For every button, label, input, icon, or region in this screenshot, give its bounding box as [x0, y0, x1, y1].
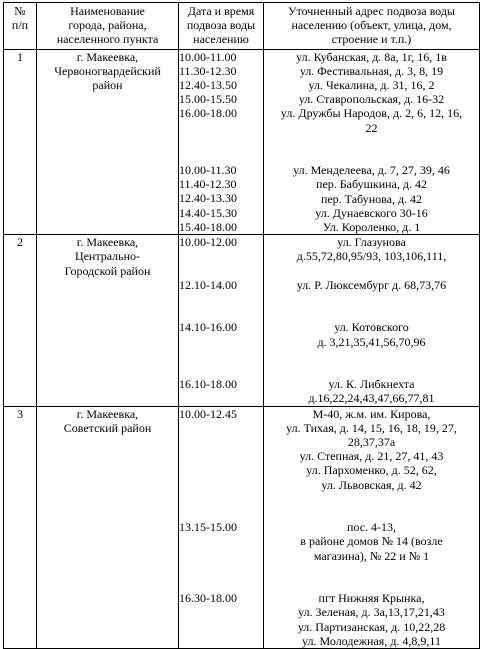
spacer: [179, 492, 263, 506]
spacer: [179, 249, 263, 263]
delivery-time: 13.15-15.00: [179, 520, 237, 535]
delivery-time: 14.40-15.30: [179, 205, 237, 220]
spacer: [179, 534, 263, 548]
district-name-line: Центрально-: [74, 249, 141, 264]
spacer: [179, 548, 263, 562]
spacer: [179, 435, 263, 449]
spacer: [179, 563, 263, 577]
spacer: [179, 577, 263, 591]
delivery-time-cell: [179, 235, 264, 406]
spacer: [264, 149, 479, 163]
spacer: [264, 563, 479, 577]
spacer: [179, 306, 263, 320]
delivery-address-line: в районе домов № 14 (возле: [300, 534, 443, 549]
delivery-time: 15.00-15.50: [179, 92, 237, 107]
delivery-address-line: ул. Чекалина, д. 31, 16, 2: [308, 78, 435, 93]
row-number: 2: [4, 235, 37, 406]
delivery-address-line: ул. Р. Люксембург д. 68,73,76: [296, 277, 447, 292]
delivery-address-line: д. 3,21,35,41,56,70,96: [317, 334, 426, 349]
delivery-address-line: ул. Ставропольская, д. 16-32: [298, 92, 445, 107]
header-time-line: населению: [193, 32, 249, 47]
header-name-line: населенного пункта: [56, 32, 159, 47]
header-name: [37, 3, 179, 50]
spacer: [179, 264, 263, 278]
header-address: [264, 3, 480, 50]
water-delivery-table: [3, 2, 480, 649]
header-address-line: Уточненный адрес подвоза воды: [287, 4, 455, 18]
spacer: [264, 577, 479, 591]
delivery-time: 12.40-13.50: [179, 77, 237, 92]
header-name-line: Наименование: [70, 4, 145, 18]
header-time-line: подвоза воды: [186, 18, 256, 33]
district-name-line: Городской район: [64, 263, 151, 278]
table-body: [4, 49, 480, 648]
table-row: [4, 406, 480, 648]
delivery-address-cell: [264, 235, 480, 406]
spacer: [179, 449, 263, 463]
spacer: [264, 306, 479, 320]
header-num-line: №: [14, 4, 26, 18]
spacer: [179, 292, 263, 306]
delivery-time: 10.00-12.00: [179, 235, 237, 250]
delivery-address-line: ул. Менделеева, д. 7, 27, 39, 46: [293, 163, 450, 178]
spacer: [179, 335, 263, 349]
spacer: [264, 292, 479, 306]
spacer: [264, 264, 479, 278]
spacer: [264, 363, 479, 377]
table-row: [4, 235, 480, 406]
delivery-address-line: пер. Табунова, д. 42: [320, 191, 423, 206]
delivery-address-line: ул. Тихая, д. 14, 15, 16, 18, 19, 27,: [286, 420, 457, 435]
spacer: [179, 605, 263, 619]
delivery-time: 10.00-11.30: [179, 163, 237, 178]
delivery-time-cell: [179, 49, 264, 235]
delivery-address-line: Ул. Короленко, д. 1: [322, 220, 421, 235]
header-address-line: населению (объект, улица, дом,: [291, 18, 452, 33]
district-name-line: г. Макеевка,: [76, 406, 139, 421]
delivery-address-line: ул. Пархоменко, д. 52, 62,: [306, 463, 437, 478]
spacer: [264, 492, 479, 506]
district-cell: [37, 235, 179, 406]
delivery-time: 16.30-18.00: [179, 591, 237, 606]
delivery-address-line: пгт Нижняя Крынка,: [318, 591, 425, 606]
spacer: [179, 634, 263, 648]
delivery-address-line: ул. К. Либкнехта: [328, 377, 415, 392]
delivery-address-line: д.55,72,80,95/93, 103,106,111,: [296, 249, 447, 264]
delivery-time: 12.40-13.30: [179, 191, 237, 206]
delivery-address-line: ул. Партизанская, д. 10,22,28: [297, 619, 446, 634]
delivery-address-line: ул. Фестивальная, д. 3, 8, 19: [299, 63, 444, 78]
header-name-line: города, района,: [68, 18, 147, 33]
delivery-address-line: М-40, ж.м. им. Кирова,: [312, 406, 431, 421]
spacer: [179, 363, 263, 377]
delivery-time: 11.30-12.30: [179, 63, 237, 78]
district-name-line: район: [92, 78, 123, 93]
delivery-time: 10.00-11.00: [179, 49, 237, 64]
header-time-line: Дата и время: [187, 4, 255, 18]
delivery-address-line: ул. Степная, д. 21, 27, 41, 43: [299, 449, 444, 464]
district-name-line: Советский район: [63, 420, 152, 435]
spacer: [264, 135, 479, 149]
delivery-time: 16.10-18.00: [179, 377, 237, 392]
district-name-line: г. Макеевка,: [76, 235, 139, 250]
delivery-address-line: ул. Дружбы Народов, д. 2, 6, 12, 16,: [280, 106, 463, 121]
delivery-address-cell: [264, 406, 480, 648]
delivery-address-line: пер. Бабушкина, д. 42: [316, 177, 427, 192]
spacer: [179, 135, 263, 149]
delivery-time: 12.10-14.00: [179, 277, 237, 292]
spacer: [179, 391, 263, 405]
delivery-address-line: ул. Кубанская, д. 8а, 1г, 16, 1в: [296, 49, 447, 64]
delivery-address-cell: [264, 49, 480, 235]
row-number: 1: [4, 49, 37, 235]
delivery-time: 14.10-16.00: [179, 320, 237, 335]
delivery-address-line: 22: [365, 120, 378, 135]
delivery-address-line: магазина), № 22 и № 1: [313, 548, 430, 563]
spacer: [264, 506, 479, 520]
delivery-time: 16.00-18.00: [179, 106, 237, 121]
delivery-address-line: ул. Молодежная, д. 4,8,9,11: [302, 633, 441, 648]
spacer: [264, 349, 479, 363]
spacer: [179, 349, 263, 363]
delivery-address-line: пос. 4-13,: [346, 520, 397, 535]
header-num-line: п/п: [11, 18, 29, 33]
district-cell: [37, 49, 179, 235]
header-address-line: строение и т.п.): [331, 32, 412, 47]
spacer: [179, 478, 263, 492]
spacer: [179, 619, 263, 633]
spacer: [179, 463, 263, 477]
delivery-address-line: ул. Котовского: [334, 320, 409, 335]
row-number: 3: [4, 406, 37, 648]
district-name-line: Червоногвардейский: [54, 63, 161, 78]
spacer: [179, 149, 263, 163]
district-cell: [37, 406, 179, 648]
table-row: [4, 49, 480, 235]
delivery-time: 15.40-18.00: [179, 219, 237, 234]
delivery-address-line: 28,37,37а: [347, 434, 396, 449]
header-time: [179, 3, 264, 50]
table-header-row: [4, 3, 480, 50]
header-num: [4, 3, 37, 50]
delivery-address-line: ул. Зеленая, д. 3а,13,17,21,43: [298, 605, 445, 620]
delivery-address-line: ул. Глазунова: [337, 235, 406, 250]
delivery-time: 11.40-12.30: [179, 177, 237, 192]
spacer: [179, 121, 263, 135]
spacer: [179, 421, 263, 435]
delivery-address-line: ул. Дунаевского 30-16: [315, 205, 428, 220]
delivery-address-line: д.16,22,24,43,47,66,77,81: [308, 391, 435, 406]
delivery-address-line: ул. Львовская, д. 42: [321, 477, 422, 492]
spacer: [179, 506, 263, 520]
delivery-time-cell: [179, 406, 264, 648]
delivery-time: 10.00-12.45: [179, 406, 237, 421]
district-name-line: г. Макеевка,: [76, 49, 139, 64]
